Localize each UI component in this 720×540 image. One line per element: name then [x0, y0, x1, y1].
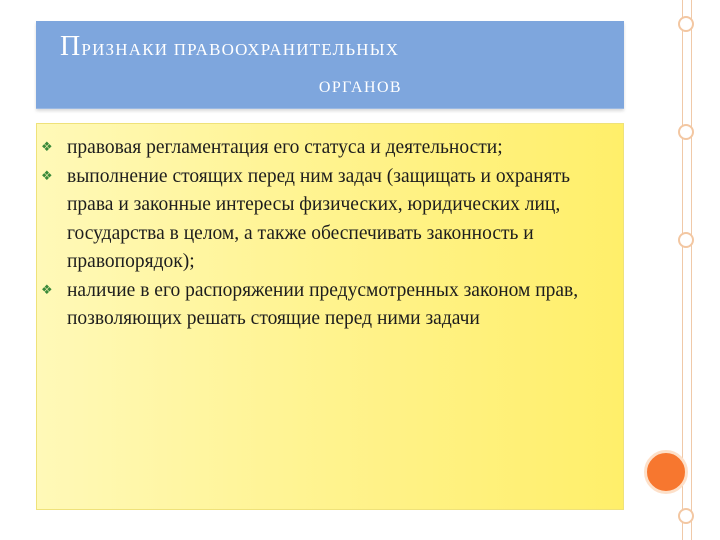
rail-ring-decoration	[678, 16, 694, 32]
bullet-list	[41, 134, 619, 334]
checkmark-diamond-icon: ❖	[41, 282, 53, 298]
bullet-text: правовая регламентация его статуса и деятельности;	[67, 137, 503, 158]
slide-title-box	[36, 21, 624, 109]
bullet-text: выполнение стоящих перед ним задач (защищать и охранять права и законные интересы физических, юридических лиц, государства в целом, а также обеспечивать законность и правопорядок);	[67, 165, 571, 272]
content-box	[36, 123, 624, 510]
orange-accent-circle	[644, 450, 688, 494]
bullet-item	[41, 163, 619, 277]
slide-title-line1	[60, 31, 620, 63]
title-rest: РИЗНАКИ ПРАВООХРАНИТЕЛЬНЫХ	[81, 40, 400, 59]
rail-ring-decoration	[678, 232, 694, 248]
checkmark-diamond-icon: ❖	[41, 140, 53, 155]
bullet-text: наличие в его распоряжении предусмотренных законом прав, позволяющих решать стоящие перед ними задачи	[67, 279, 579, 329]
bullet-item	[41, 277, 619, 334]
bullet-item	[41, 134, 619, 163]
checkmark-diamond-icon: ❖	[41, 168, 53, 184]
rail-ring-decoration	[678, 124, 694, 140]
slide-title-line2: ОРГАНОВ	[318, 79, 402, 96]
rail-ring-decoration	[678, 508, 694, 524]
title-first-letter: П	[60, 31, 82, 62]
